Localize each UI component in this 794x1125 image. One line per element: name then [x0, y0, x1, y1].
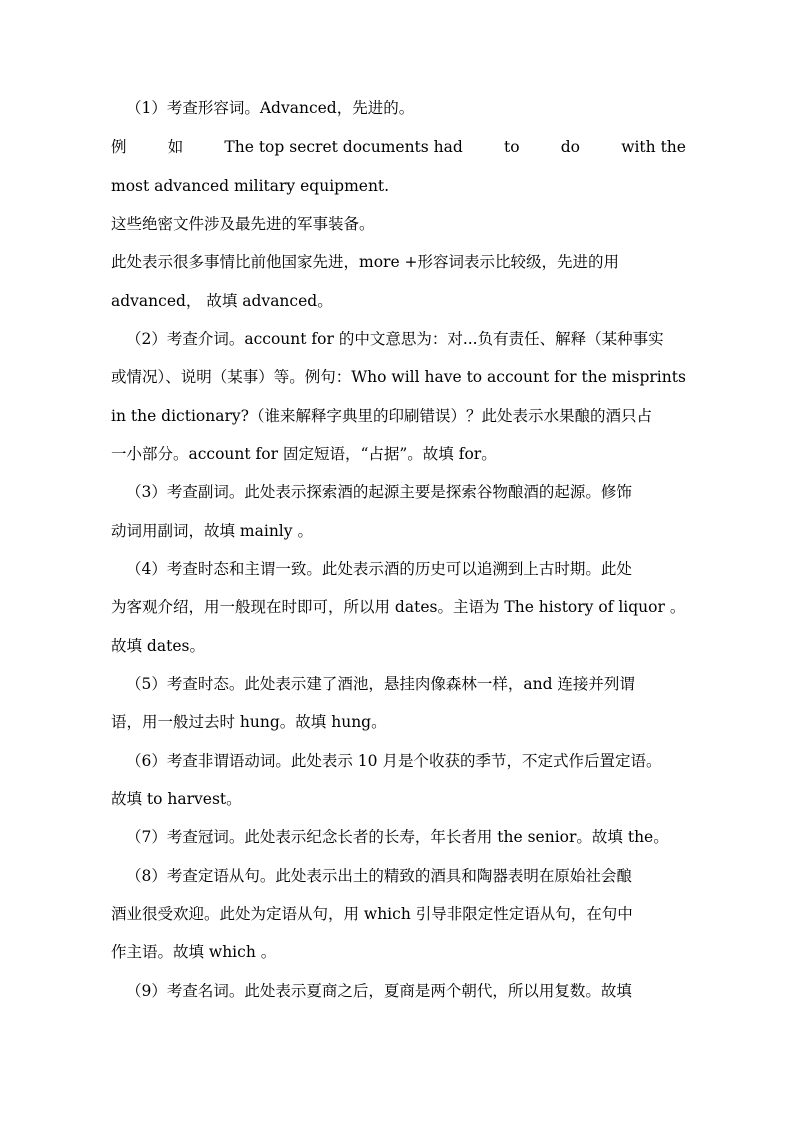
paragraph-line: （9）考查名词。此处表示夏商之后，夏商是两个朝代，所以用复数。故填 — [126, 982, 632, 1000]
paragraph-line: （2）考查介词。account for 的中文意思为：对...负有责任、解释（某种事实 — [126, 330, 664, 348]
paragraph-line: 故填 to harvest。 — [111, 790, 242, 808]
paragraph-line: advanced， 故填 advanced。 — [111, 292, 333, 310]
paragraph-line: 语，用一般过去时 hung。故填 hung。 — [111, 713, 387, 731]
paragraph-line: most advanced military equipment. — [111, 177, 390, 195]
paragraph-line: in the dictionary?（谁来解释字典里的印刷错误）？此处表示水果酿的酒只占 — [111, 407, 652, 425]
paragraph-line: 作主语。故填 which 。 — [111, 943, 277, 961]
paragraph-line: （4）考查时态和主谓一致。此处表示酒的历史可以追溯到上古时期。此处 — [126, 560, 632, 578]
paragraph-line: （7）考查冠词。此处表示纪念长者的长寿，年长者用 the senior。故填 the。 — [126, 828, 669, 846]
paragraph-line: 或情况）、说明（某事）等。例句：Who will have to account for the misprints — [111, 368, 686, 386]
paragraph-line: 此处表示很多事情比前他国家先进，more +形容词表示比较级，先进的用 — [111, 253, 620, 271]
example-word: to — [504, 138, 520, 156]
paragraph-line: （8）考查定语从句。此处表示出土的精致的酒具和陶器表明在原始社会酿 — [126, 867, 632, 885]
paragraph-line: 这些绝密文件涉及最先进的军事装备。 — [111, 215, 375, 233]
paragraph-line: 故填 dates。 — [111, 637, 205, 655]
example-word: with the — [621, 138, 686, 156]
example-word: do — [560, 138, 581, 156]
paragraph-line: 酒业很受欢迎。此处为定语从句，用 which 引导非限定性定语从句，在句中 — [111, 905, 633, 923]
paragraph-line: （3）考查副词。此处表示探索酒的起源主要是探索谷物酿酒的起源。修饰 — [126, 483, 632, 501]
paragraph-line: （6）考查非谓语动词。此处表示 10 月是个收获的季节，不定式作后置定语。 — [126, 752, 662, 770]
paragraph-line: （1）考查形容词。Advanced，先进的。 — [126, 99, 415, 117]
paragraph-line: 一小部分。account for 固定短语，“占据”。故填 for。 — [111, 445, 497, 463]
paragraph-line: 动词用副词，故填 mainly 。 — [111, 522, 313, 540]
example-word: 例 — [111, 138, 127, 156]
example-word: 如 — [167, 138, 184, 156]
example-word: The top secret documents had — [224, 138, 463, 156]
example-line — [111, 137, 686, 157]
paragraph-line: 为客观介绍，用一般现在时即可，所以用 dates。主语为 The history of liquor 。 — [111, 598, 686, 616]
paragraph-line: （5）考查时态。此处表示建了酒池，悬挂肉像森林一样，and 连接并列谓 — [126, 675, 635, 693]
